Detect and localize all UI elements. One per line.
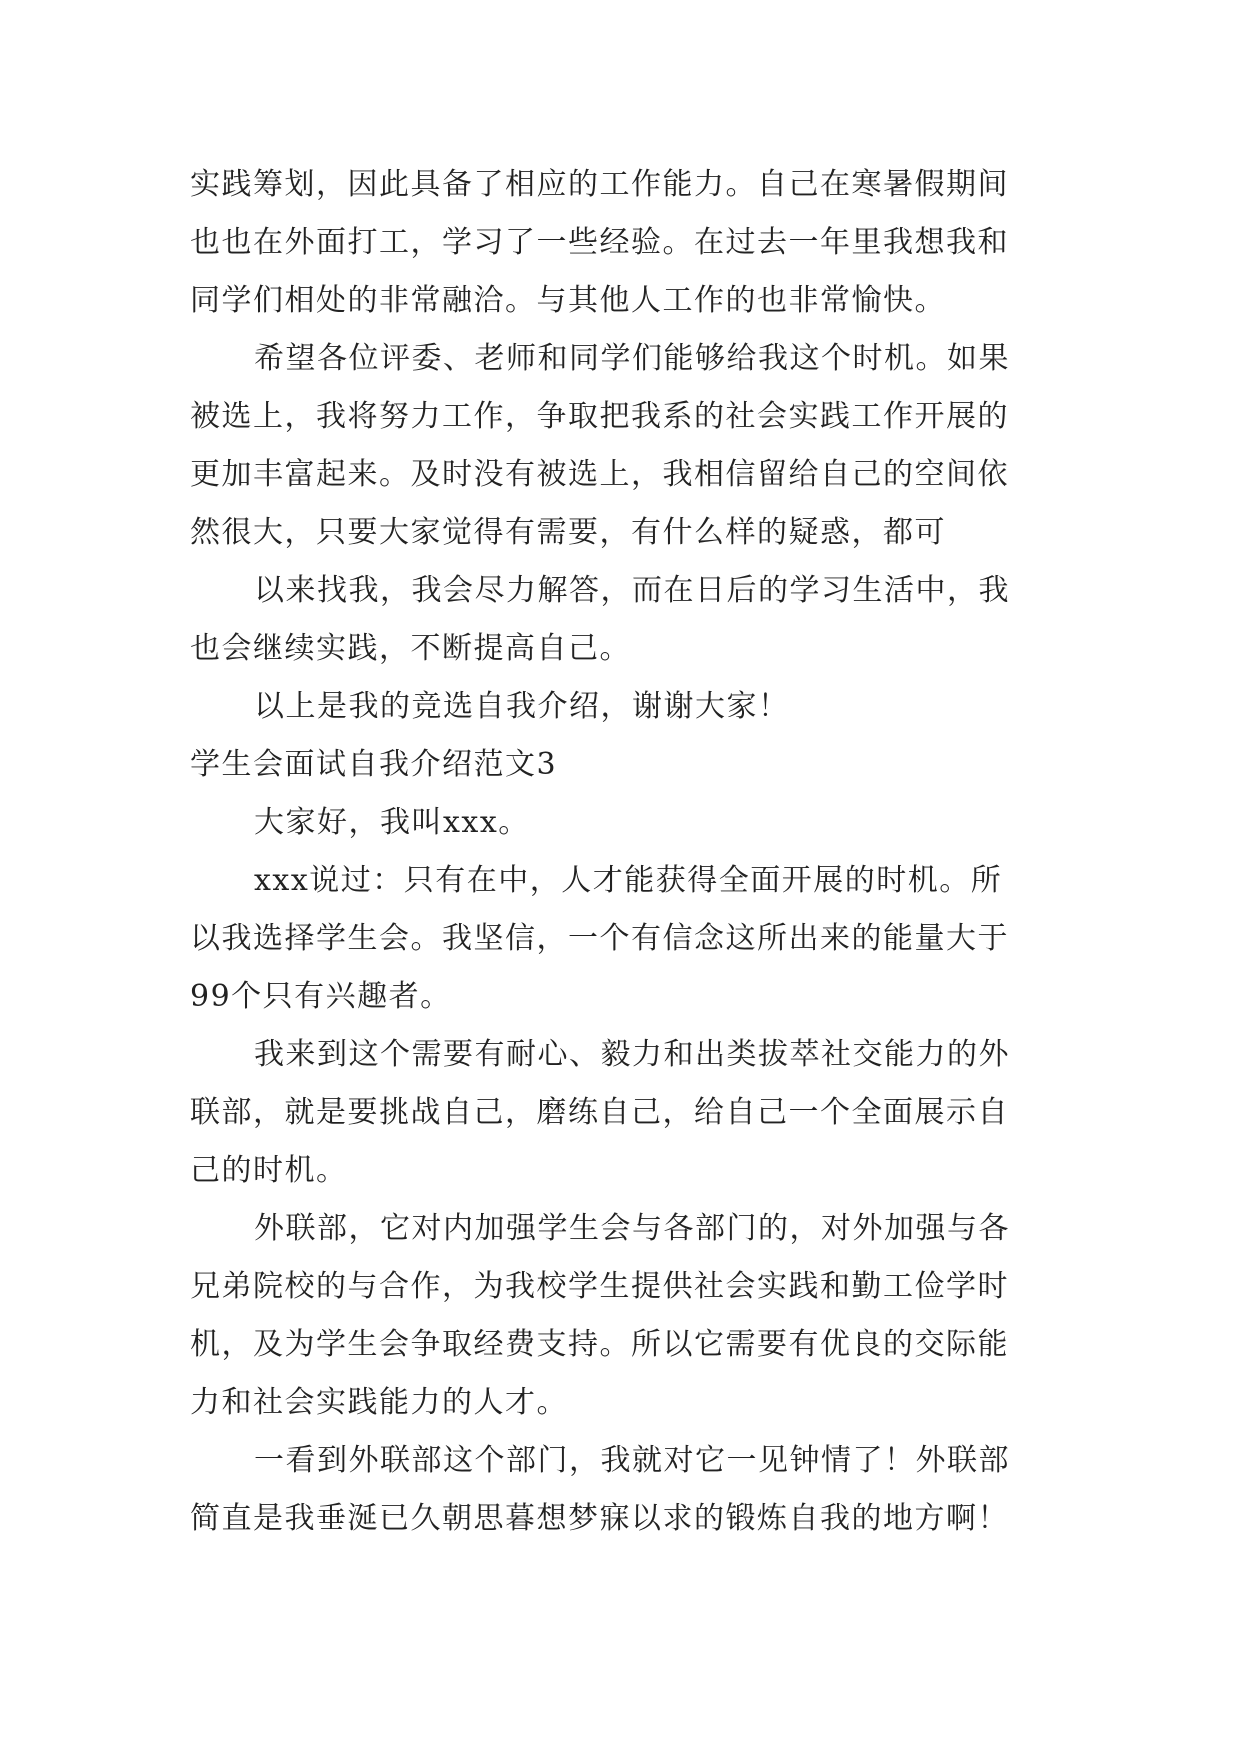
section-heading: 学生会面试自我介绍范文3 [190, 747, 558, 782]
paragraph-first-line: 我来到这个需要有耐心、毅力和出类拔萃社交能力的外 [254, 1037, 1010, 1072]
text-line: 机，及为学生会争取经费支持。所以它需要有优良的交际能 [190, 1327, 1009, 1362]
text-line: 99个只有兴趣者。 [190, 979, 452, 1014]
text-line: 联部，就是要挑战自己，磨练自己，给自己一个全面展示自 [190, 1095, 1009, 1130]
text-line: 也也在外面打工，学习了一些经验。在过去一年里我想我和 [190, 225, 1009, 260]
text-line: 力和社会实践能力的人才。 [190, 1385, 568, 1420]
text-line: 兄弟院校的与合作，为我校学生提供社会实践和勤工俭学时 [190, 1269, 1009, 1304]
text-line: 以我选择学生会。我坚信，一个有信念这所出来的能量大于 [190, 921, 1009, 956]
paragraph-first-line: 外联部，它对内加强学生会与各部门的，对外加强与各 [254, 1211, 1010, 1246]
text-line: 然很大，只要大家觉得有需要，有什么样的疑惑，都可 [190, 515, 946, 550]
text-line: 被选上，我将努力工作，争取把我系的社会实践工作开展的 [190, 399, 1009, 434]
paragraph-first-line: 大家好，我叫xxx。 [254, 805, 530, 840]
text-line: 简直是我垂涎已久朝思暮想梦寐以求的锻炼自我的地方啊！ [190, 1501, 1009, 1536]
text-line: 同学们相处的非常融洽。与其他人工作的也非常愉快。 [190, 283, 946, 318]
paragraph-first-line: 以上是我的竞选自我介绍，谢谢大家！ [254, 689, 790, 724]
paragraph-first-line: 以来找我，我会尽力解答，而在日后的学习生活中，我 [254, 573, 1010, 608]
text-line: 实践筹划，因此具备了相应的工作能力。自己在寒暑假期间 [190, 167, 1009, 202]
document-body [190, 156, 1066, 1548]
text-line: 更加丰富起来。及时没有被选上，我相信留给自己的空间依 [190, 457, 1009, 492]
paragraph-first-line: 一看到外联部这个部门，我就对它一见钟情了！外联部 [254, 1443, 1010, 1478]
text-line: 也会继续实践，不断提高自己。 [190, 631, 631, 666]
paragraph-first-line: 希望各位评委、老师和同学们能够给我这个时机。如果 [254, 341, 1010, 376]
text-line: 己的时机。 [190, 1153, 348, 1188]
paragraph-first-line: xxx说过：只有在中，人才能获得全面开展的时机。所 [254, 863, 1003, 898]
